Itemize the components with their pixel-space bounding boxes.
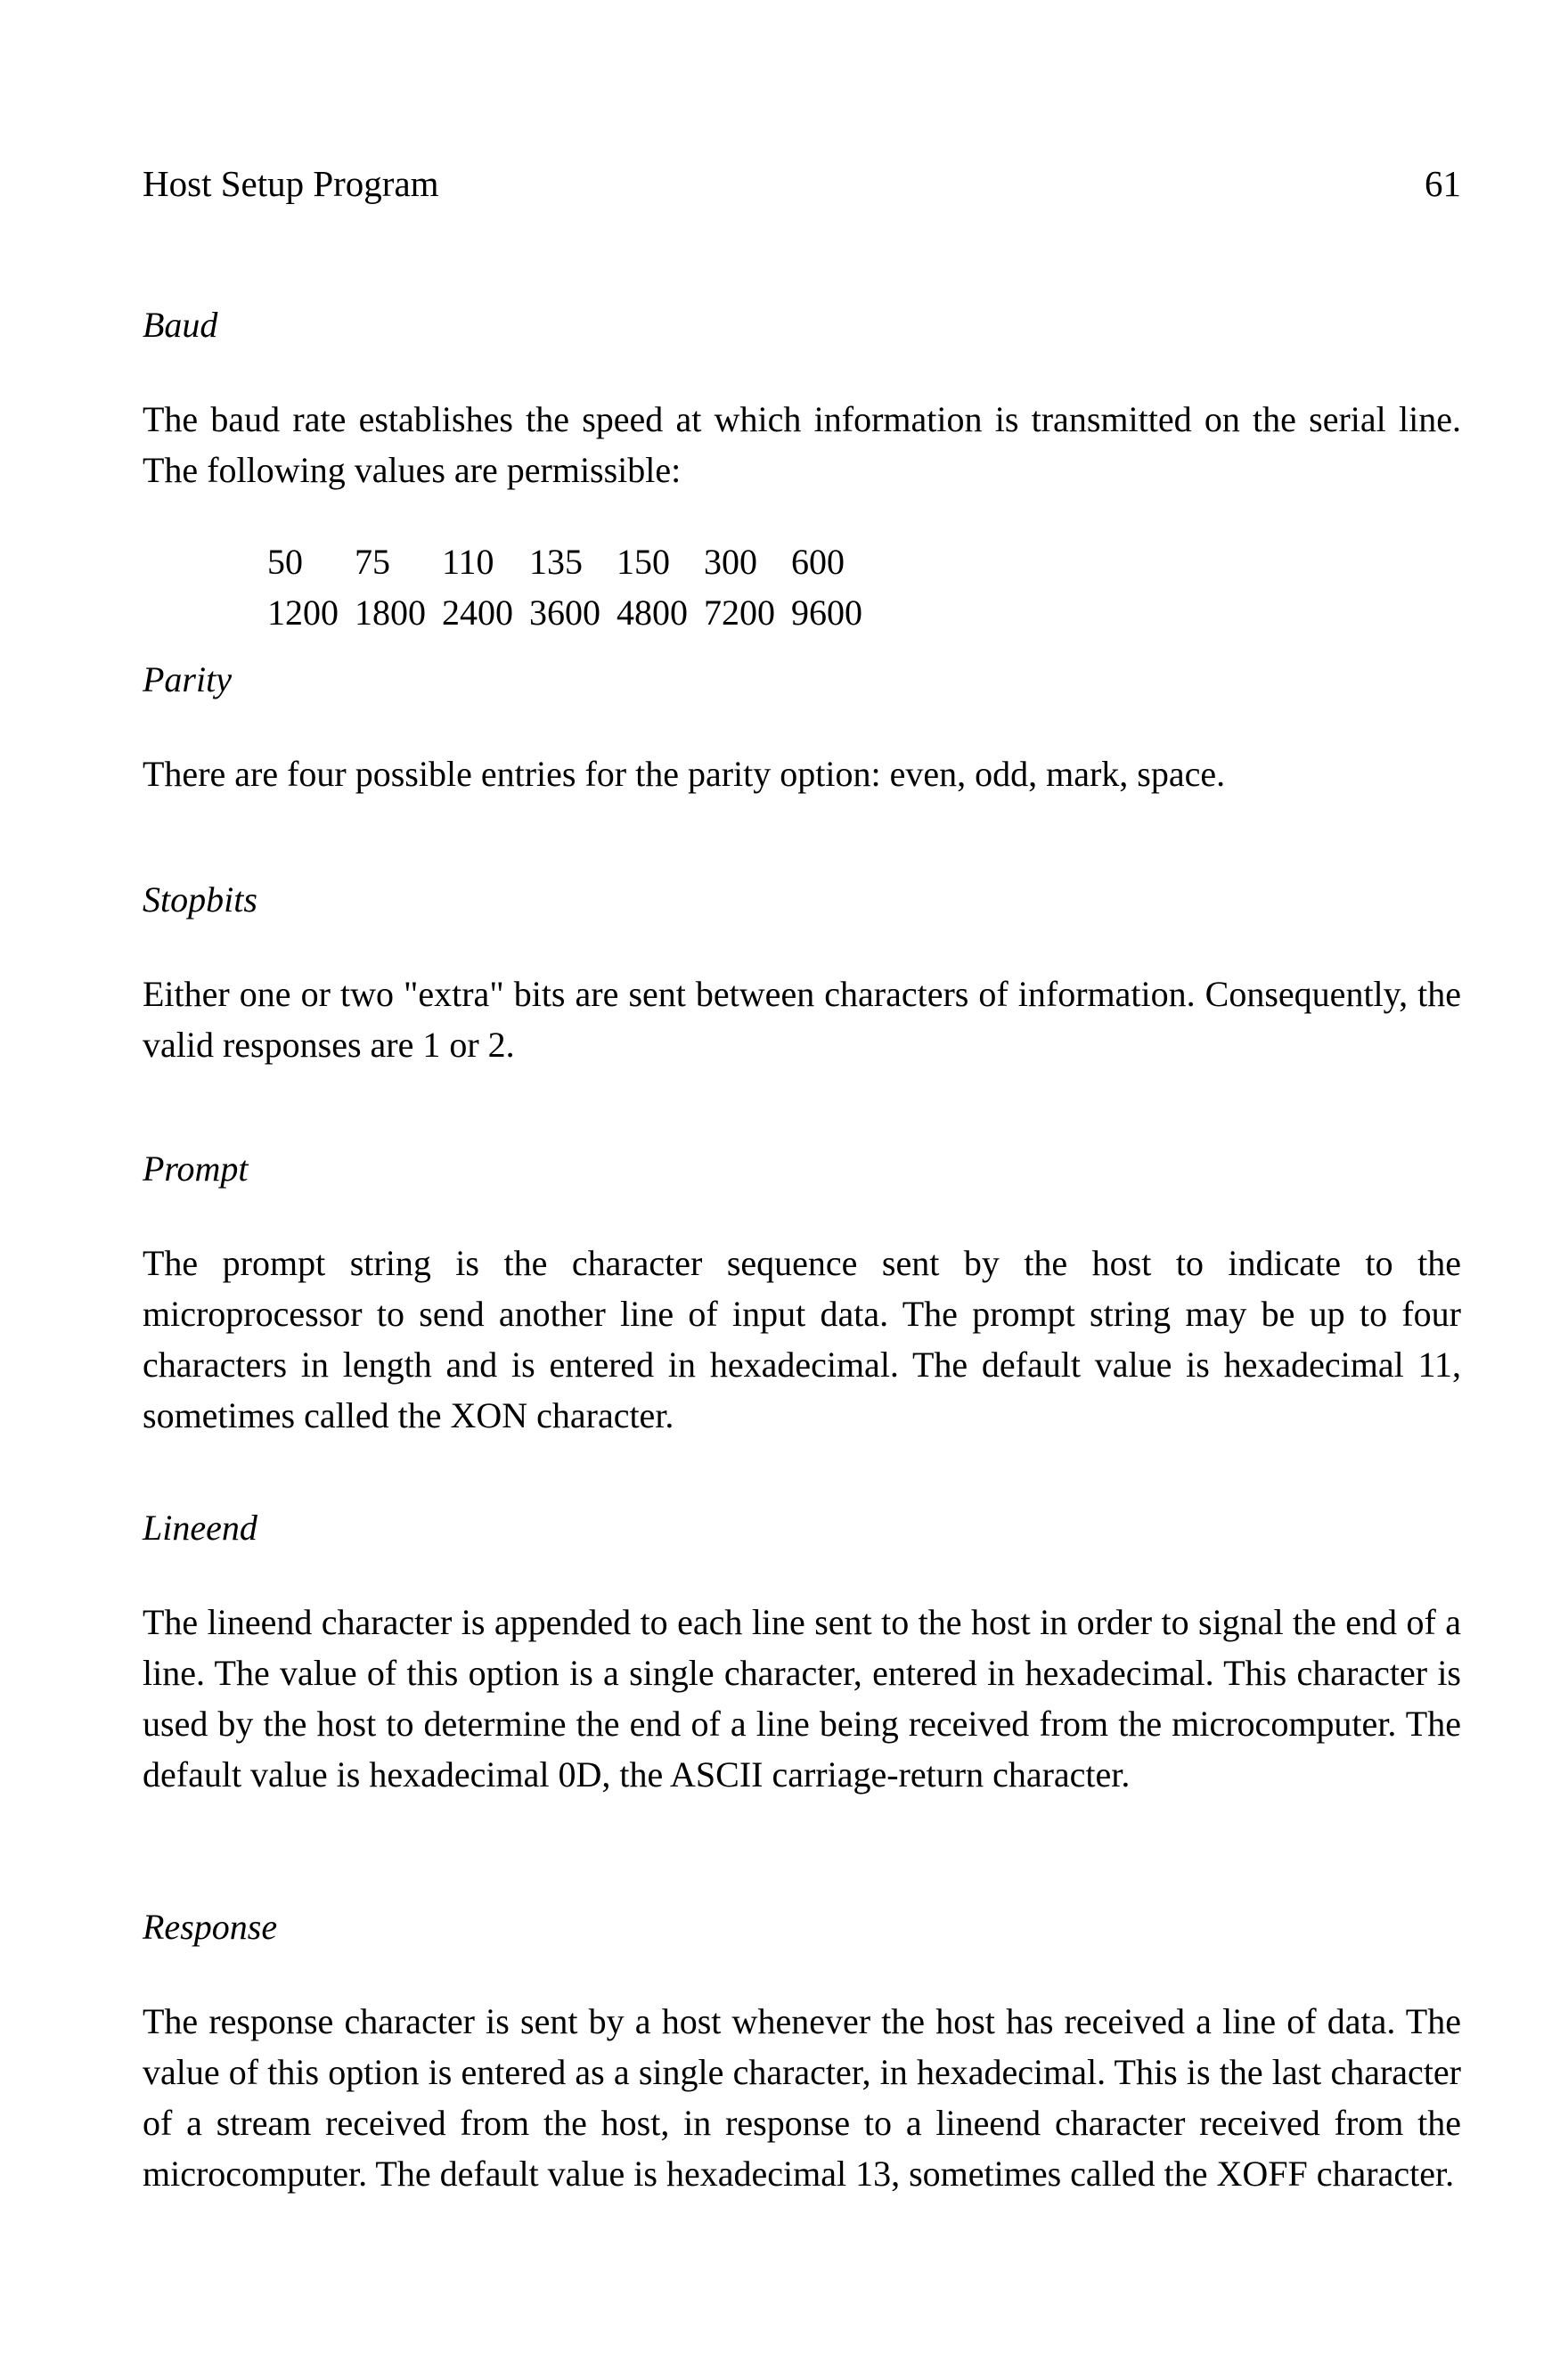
section-body: The lineend character is appended to each line sent to the host in order to signal the end of a line. The value of this option is a single character, entered in hexadecimal. This character is used by the host to determine the end of a line being received from the microcomputer. The default value is hexadecimal 0D, the ASCII carriage-return character. [143, 1602, 1461, 1794]
baud-rate-value: 50 [267, 542, 303, 582]
baud-rate-value: 150 [617, 542, 670, 582]
baud-rate-value: 1200 [267, 593, 339, 633]
section-heading: Response [143, 1907, 278, 1947]
section-body: The response character is sent by a host whenever the host has received a line of data. The value of this option is entered as a single character, in hexadecimal. This is the last character of a stream received from the host, in response to a lineend character received from the microcomputer. The default value is hexadecimal 13, sometimes called the XOFF character. [143, 2001, 1461, 2194]
baud-rate-row [267, 536, 1461, 587]
section-lineend [143, 1503, 1461, 1800]
section-heading: Lineend [143, 1508, 257, 1548]
baud-rate-value: 7200 [704, 593, 775, 633]
page-number: 61 [1425, 163, 1461, 204]
section-heading: Parity [143, 659, 232, 699]
section-heading: Baud [143, 305, 218, 345]
running-title: Host Setup Program [143, 163, 439, 204]
baud-rate-value: 135 [529, 542, 583, 582]
baud-rate-value: 9600 [791, 593, 862, 633]
section-body: The prompt string is the character sequence sent by the host to indicate to the microprocessor to send another line of input data. The prompt string may be up to four characters in length and is entered in hexadecimal. The default value is hexadecimal 11, sometimes called the XON character. [143, 1243, 1461, 1435]
baud-rate-value: 300 [704, 542, 757, 582]
section-baud [143, 300, 1461, 638]
baud-rate-value: 110 [442, 542, 494, 582]
baud-rate-table [267, 536, 1461, 638]
section-parity [143, 655, 1461, 799]
baud-rate-value: 600 [791, 542, 845, 582]
section-response [143, 1902, 1461, 2199]
section-body: Either one or two "extra" bits are sent between characters of information. Consequently, the valid responses are 1 or 2. [143, 974, 1461, 1065]
baud-rate-value: 3600 [529, 593, 600, 633]
section-body: The baud rate establishes the speed at which information is transmitted on the serial line. The following values are permissible: [143, 399, 1461, 490]
section-prompt [143, 1144, 1461, 1441]
section-heading: Stopbits [143, 879, 257, 920]
baud-rate-value: 4800 [617, 593, 688, 633]
baud-rate-value: 1800 [355, 593, 426, 633]
section-stopbits [143, 875, 1461, 1070]
baud-rate-row [267, 587, 1461, 638]
baud-rate-value: 75 [355, 542, 390, 582]
section-body: There are four possible entries for the parity option: even, odd, mark, space. [143, 754, 1226, 794]
baud-rate-value: 2400 [442, 593, 513, 633]
section-heading: Prompt [143, 1149, 249, 1189]
